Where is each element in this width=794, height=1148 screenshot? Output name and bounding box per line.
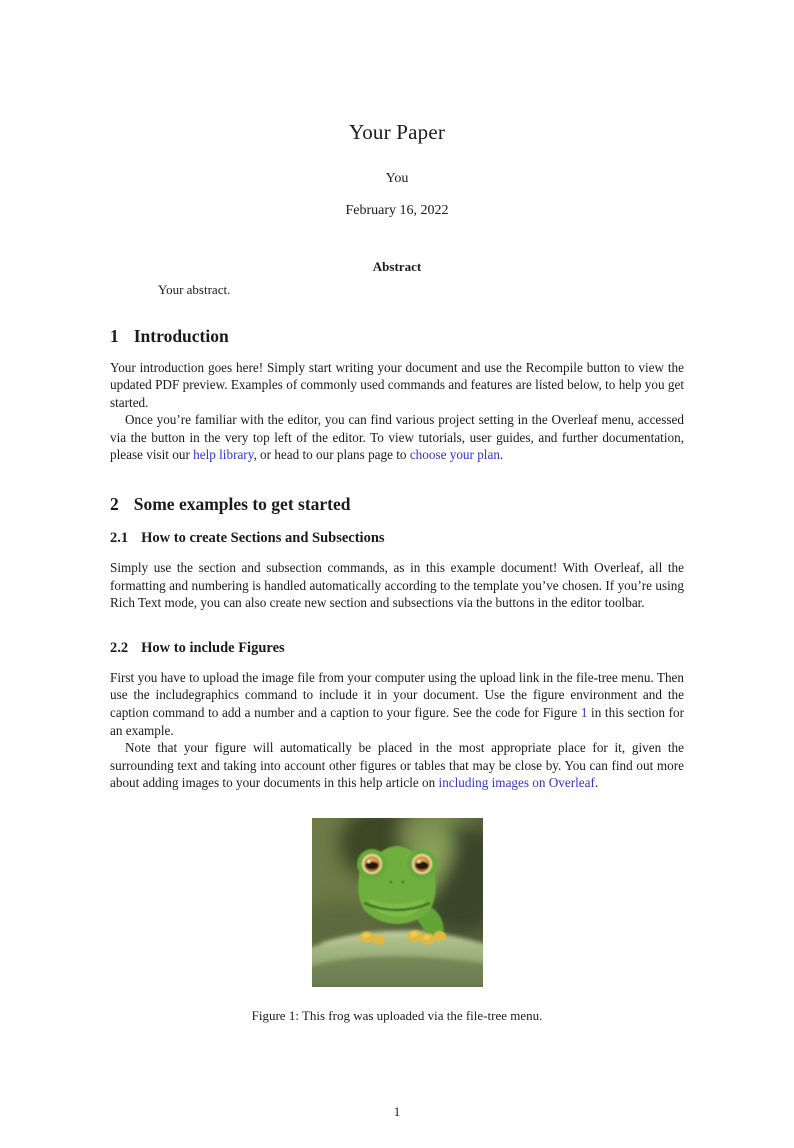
section-2-number: 2 bbox=[110, 494, 119, 515]
abstract-heading: Abstract bbox=[372, 259, 422, 274]
intro-paragraph-2-text-2: , or head to our plans page to bbox=[253, 447, 410, 463]
subsection-2-2-heading bbox=[110, 640, 684, 657]
subsection-2-1-title: How to create Sections and Subsections bbox=[141, 530, 385, 547]
intro-paragraph-2-text-3: . bbox=[499, 447, 504, 463]
paper-title: Your Paper bbox=[348, 120, 446, 144]
pdf-page bbox=[0, 120, 794, 1024]
section-1-heading bbox=[110, 326, 684, 347]
figure-1 bbox=[110, 818, 684, 1024]
figures-paragraph-2-text-1: Note that your figure will automatically be placed in the most appropriate place for it, given the surrounding text and taking into account other figures or tables that may be close by. You can find out more about adding images to your documents in this help article on bbox=[110, 740, 684, 791]
subsection-2-1-heading bbox=[110, 530, 684, 547]
paper-date: February 16, 2022 bbox=[345, 203, 449, 218]
subsection-2-1-paragraph: Simply use the section and subsection commands, as in this example document! With Overleaf, all the formatting and numbering is handled automatically according to the template you’ve chosen. If you’re using Rich Text mode, you can also create new section and subsections via the buttons in the editor toolbar. bbox=[110, 560, 684, 611]
figures-paragraph-2 bbox=[110, 739, 684, 792]
figure-1-reference-link[interactable]: 1 bbox=[580, 705, 588, 721]
figures-paragraph-2-text-2: . bbox=[594, 775, 599, 791]
section-2-title: Some examples to get started bbox=[133, 494, 351, 515]
section-2-heading bbox=[110, 494, 684, 515]
figures-paragraph-1 bbox=[110, 669, 684, 739]
figures-paragraph-1-text-1: First you have to upload the image file from your computer using the upload link in the file-tree menu. Then use the includegraphics command to include it in your document. Use the figure environment and the caption command to add a number and a caption to your figure. See the code for Figure bbox=[110, 669, 684, 721]
page-number: 1 bbox=[393, 1104, 401, 1119]
help-library-link[interactable]: help library bbox=[193, 447, 254, 463]
frog-image bbox=[312, 818, 483, 987]
intro-paragraph-2-text-1: Once you’re familiar with the editor, you can find various project setting in the Overleaf menu, accessed via the button in the very top left of the editor. To view tutorials, user guides, and further documentation, please visit our bbox=[110, 412, 684, 463]
subsection-2-1-number: 2.1 bbox=[110, 530, 129, 547]
intro-paragraph-1: Your introduction goes here! Simply start writing your document and use the Recompile button to view the updated PDF preview. Examples of commonly used commands and features are listed below, to help you get started. bbox=[110, 359, 684, 410]
subsection-2-2-title: How to include Figures bbox=[141, 639, 285, 656]
figure-1-caption: Figure 1: This frog was uploaded via the file-tree menu. bbox=[251, 1008, 543, 1023]
paper-author: You bbox=[385, 171, 409, 186]
abstract-text: Your abstract. bbox=[158, 282, 231, 297]
figures-paragraph-1-text-2: in this section for an example. bbox=[110, 705, 684, 738]
section-1-title: Introduction bbox=[133, 325, 229, 346]
including-images-link[interactable]: including images on Overleaf bbox=[438, 775, 595, 791]
subsection-2-2-number: 2.2 bbox=[110, 639, 129, 656]
intro-paragraph-2 bbox=[110, 411, 684, 464]
section-1-number: 1 bbox=[110, 325, 119, 346]
choose-your-plan-link[interactable]: choose your plan bbox=[409, 447, 500, 463]
